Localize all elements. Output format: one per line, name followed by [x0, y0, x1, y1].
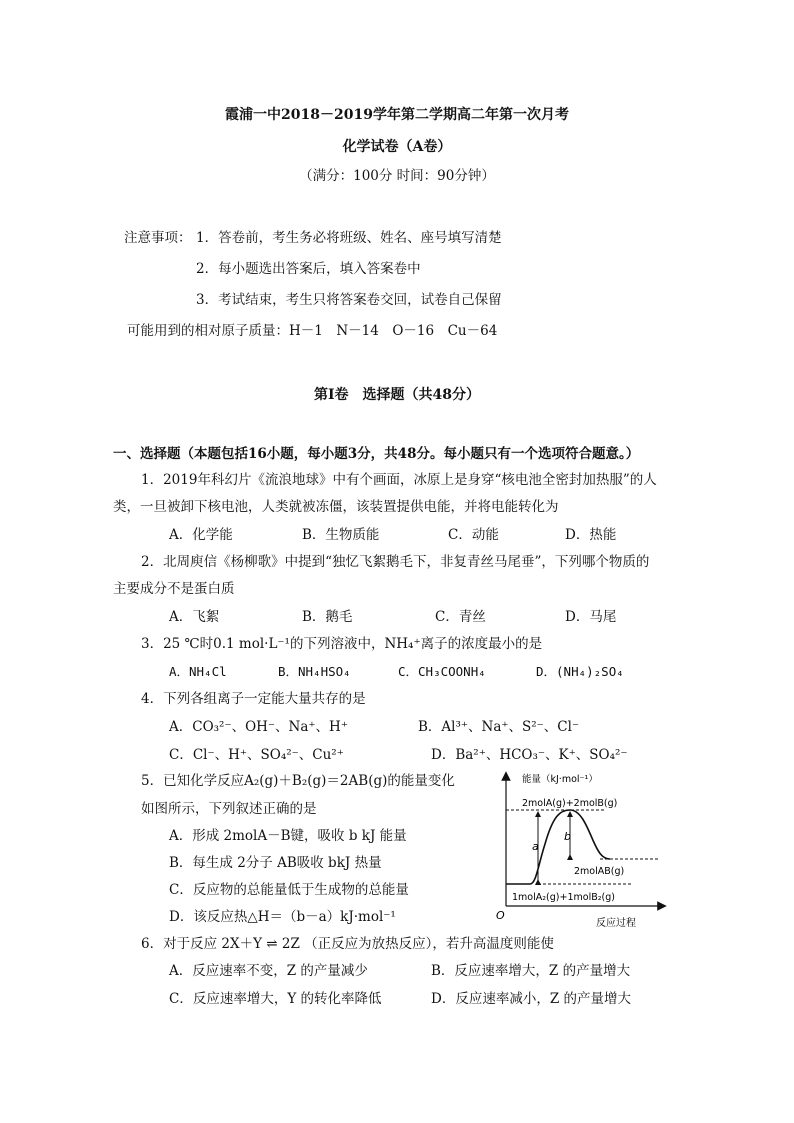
- q4-option-a: A．CO₃²⁻、OH⁻、Na⁺、H⁺: [169, 719, 348, 735]
- q2-option-d: D．马尾: [565, 609, 617, 625]
- q3-option-d: D．(NH₄)₂SO₄: [536, 664, 624, 679]
- label-b: b: [564, 830, 571, 843]
- score-time: （满分：100分 时间：90分钟）: [299, 168, 495, 184]
- q1-option-d: D．热能: [565, 527, 617, 543]
- q3-option-b: B．NH₄HSO₄: [278, 664, 351, 679]
- q2-option-c: C．青丝: [435, 609, 486, 625]
- q6-option-b: B．反应速率增大，Z 的产量增大: [431, 963, 631, 979]
- q5-option-d: D．该反应热△H＝（b－a）kJ·mol⁻¹: [169, 909, 396, 925]
- q3-text: 3．25 ℃时0.1 mol·L⁻¹的下列溶液中，NH₄⁺离子的浓度最小的是: [141, 636, 543, 652]
- notes-label: 注意事项：: [124, 230, 192, 246]
- energy-diagram: [490, 766, 670, 930]
- q1-line1: 1．2019年科幻片《流浪地球》中有个画面，冰原上是身穿“核电池全密封加热服”的人: [141, 472, 657, 488]
- q2-option-b: B．鹅毛: [302, 609, 353, 625]
- q6-option-d: D．反应速率减小，Z 的产量增大: [431, 991, 631, 1007]
- q6-option-c: C．反应速率增大，Y 的转化率降低: [169, 991, 382, 1007]
- q4-option-c: C．Cl⁻、H⁺、SO₄²⁻、Cu²⁺: [169, 747, 344, 763]
- note-item-1: 1．答卷前，考生务必将班级、姓名、座号填写清楚: [196, 230, 502, 246]
- q1-line2: 类，一旦被卸下核电池，人类就被冻僵，该装置提供电能，并将电能转化为: [113, 499, 559, 515]
- mid-level-label: 2molAB(g): [574, 866, 625, 877]
- exam-title: 霞浦一中2018－2019学年第二学期高二年第一次月考: [225, 107, 569, 123]
- q5-line1: 5．已知化学反应A₂(g)＋B₂(g)＝2AB(g)的能量变化: [141, 773, 455, 789]
- section-title: 一、选择题（本题包括16小题，每小题3分，共48分。每小题只有一个选项符合题意。）: [113, 446, 640, 462]
- q2-option-a: A．飞絮: [169, 609, 220, 625]
- q2-line1: 2．北周庾信《杨柳歌》中提到“独忆飞絮鹅毛下，非复青丝马尾垂”，下列哪个物质的: [141, 554, 650, 570]
- top-level-label: 2molA(g)+2molB(g): [522, 798, 618, 809]
- q4-option-d: D．Ba²⁺、HCO₃⁻、K⁺、SO₄²⁻: [431, 747, 628, 763]
- y-axis-label: 能量（kJ·mol⁻¹）: [522, 774, 598, 785]
- atomic-mass: 可能用到的相对原子质量：H－1 N－14 O－16 Cu－64: [127, 323, 498, 339]
- q6-text: 6．对于反应 2X＋Y ⇌ 2Z （正反应为放热反应），若升高温度则能使: [141, 936, 554, 952]
- q5-option-a: A．形成 2molA－B键，吸收 b kJ 能量: [169, 828, 407, 844]
- q5-option-c: C．反应物的总能量低于生成物的总能量: [169, 882, 409, 898]
- origin-label: O: [496, 909, 505, 922]
- part1-title: 第Ⅰ卷 选择题（共48分）: [313, 387, 481, 403]
- exam-subtitle: 化学试卷（A卷）: [342, 139, 452, 155]
- q1-option-b: B．生物质能: [302, 527, 380, 543]
- note-item-2: 2．每小题选出答案后，填入答案卷中: [196, 261, 421, 277]
- q5-line2: 如图所示，下列叙述正确的是: [141, 801, 317, 817]
- q5-option-b: B．每生成 2分子 AB吸收 bkJ 热量: [169, 855, 382, 871]
- q4-option-b: B．Al³⁺、Na⁺、S²⁻、Cl⁻: [418, 719, 580, 735]
- q1-option-a: A．化学能: [169, 527, 233, 543]
- q2-line2: 主要成分不是蛋白质: [113, 581, 235, 597]
- label-a: a: [532, 840, 539, 853]
- q1-option-c: C．动能: [448, 527, 499, 543]
- note-item-3: 3．考试结束，考生只将答案卷交回，试卷自己保留: [196, 292, 502, 308]
- x-axis-label: 反应过程: [596, 918, 636, 929]
- q3-option-a: A．NH₄Cl: [169, 664, 227, 679]
- q3-option-c: C．CH₃COONH₄: [398, 664, 486, 679]
- bottom-level-label: 1molA₂(g)+1molB₂(g): [512, 892, 615, 903]
- q4-text: 4．下列各组离子一定能大量共存的是: [141, 691, 366, 707]
- q6-option-a: A．反应速率不变，Z 的产量减少: [169, 963, 368, 979]
